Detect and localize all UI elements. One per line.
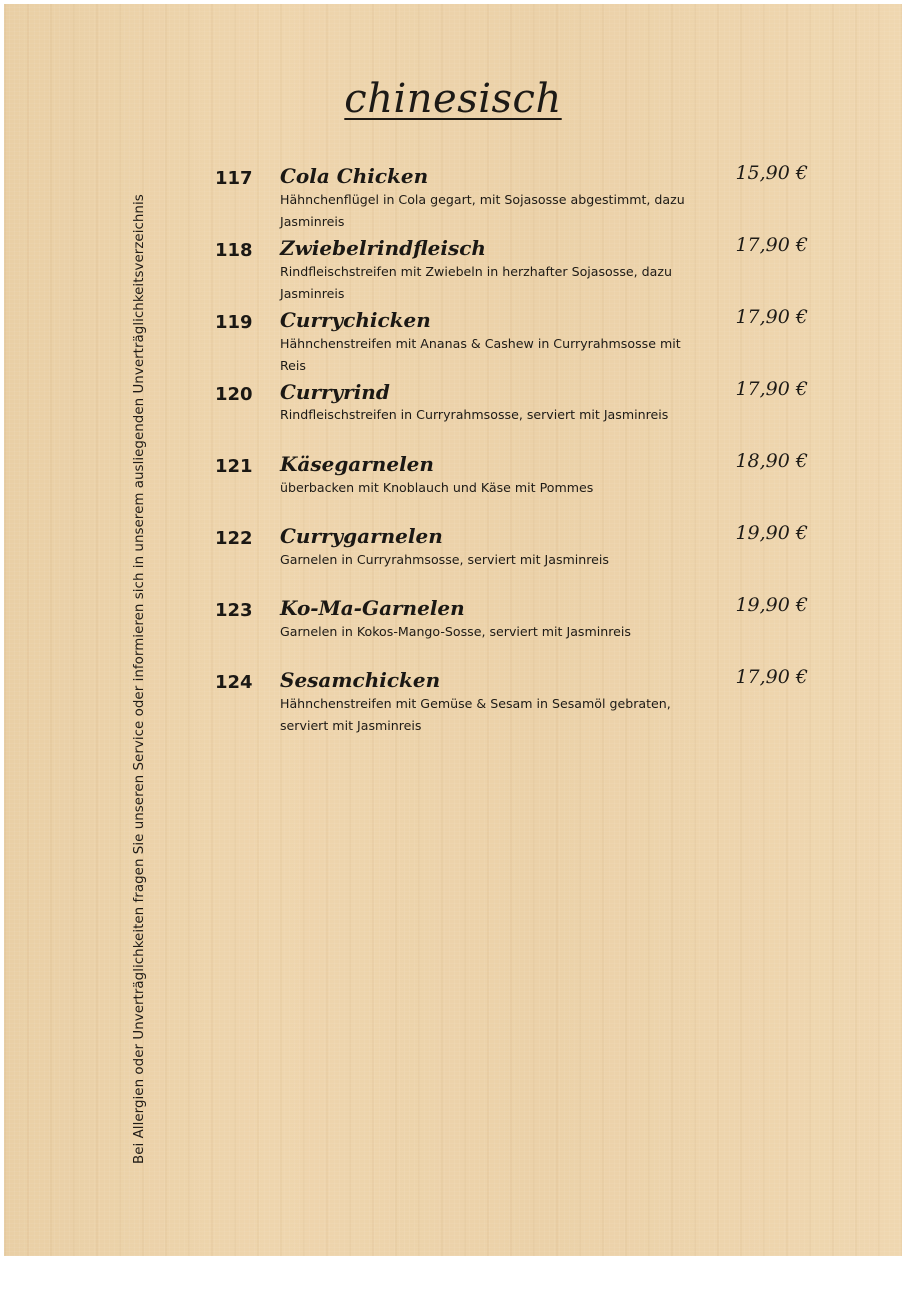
item-description: Hähnchenstreifen mit Gemüse & Sesam in Sesamöl gebraten, serviert mit Jasminreis bbox=[280, 696, 671, 733]
item-description: Garnelen in Kokos-Mango-Sosse, serviert mit Jasminreis bbox=[280, 624, 631, 639]
item-name: Currygarnelen bbox=[280, 524, 443, 548]
item-number: 121 bbox=[215, 456, 253, 477]
allergy-note: Bei Allergien oder Unverträglichkeiten fragen Sie unseren Service oder informieren sich in unserem ausliegenden Unverträglichkeitsverzeichnis bbox=[132, 194, 147, 1164]
item-price: 19,90 € bbox=[735, 594, 808, 616]
item-price: 17,90 € bbox=[735, 234, 808, 256]
item-price: 17,90 € bbox=[735, 306, 808, 328]
item-number: 119 bbox=[215, 312, 253, 333]
item-description: Rindfleischstreifen mit Zwiebeln in herzhafter Sojasosse, dazu Jasminreis bbox=[280, 264, 672, 301]
item-name: Zwiebelrindfleisch bbox=[280, 236, 486, 260]
item-name: Ko-Ma-Garnelen bbox=[280, 596, 465, 620]
page-title: chinesisch bbox=[344, 76, 562, 122]
item-price: 18,90 € bbox=[735, 450, 808, 472]
item-price: 15,90 € bbox=[735, 162, 808, 184]
menu-page bbox=[4, 4, 902, 1256]
item-description: überbacken mit Knoblauch und Käse mit Pommes bbox=[280, 480, 594, 495]
item-name: Currychicken bbox=[280, 308, 431, 332]
item-number: 123 bbox=[215, 600, 253, 621]
item-name: Cola Chicken bbox=[280, 164, 429, 188]
item-number: 120 bbox=[215, 384, 253, 405]
item-name: Sesamchicken bbox=[280, 668, 441, 692]
item-price: 17,90 € bbox=[735, 378, 808, 400]
item-description: Garnelen in Curryrahmsosse, serviert mit Jasminreis bbox=[280, 552, 609, 567]
item-number: 124 bbox=[215, 672, 253, 693]
item-number: 118 bbox=[215, 240, 253, 261]
item-price: 17,90 € bbox=[735, 666, 808, 688]
item-name: Curryrind bbox=[280, 380, 390, 404]
item-description: Hähnchenflügel in Cola gegart, mit Sojasosse abgestimmt, dazu Jasminreis bbox=[280, 192, 685, 229]
item-price: 19,90 € bbox=[735, 522, 808, 544]
item-name: Käsegarnelen bbox=[280, 452, 434, 476]
item-description: Hähnchenstreifen mit Ananas & Cashew in Curryrahmsosse mit Reis bbox=[280, 336, 681, 373]
item-number: 122 bbox=[215, 528, 253, 549]
item-number: 117 bbox=[215, 168, 253, 189]
item-description: Rindfleischstreifen in Curryrahmsosse, serviert mit Jasminreis bbox=[280, 407, 669, 422]
